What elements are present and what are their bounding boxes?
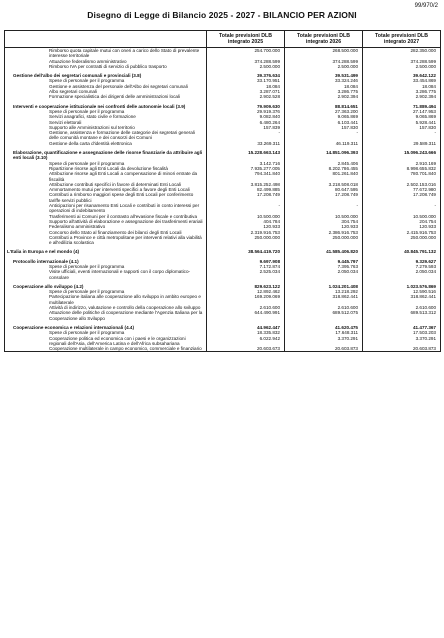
table-row	[5, 48, 441, 59]
row-label: Formazione specialistica dei dirigenti delle amministrazioni locali	[5, 94, 207, 99]
value-2026: 13.218.292	[285, 289, 363, 294]
value-2027: -	[363, 130, 441, 141]
value-2027: 10.500.000	[363, 214, 441, 219]
value-2026: 689.512.075	[285, 310, 363, 321]
table-row	[5, 203, 441, 214]
value-2026: 9.065.869	[285, 114, 363, 119]
value-2026: 41.620.475	[285, 325, 363, 330]
value-2027: 17.208.749	[363, 192, 441, 203]
value-2025: 829.623.122	[207, 284, 285, 289]
row-label: Visite ufficiali, eventi internazionali e rapporti con il corpo diplomatico-consolare	[5, 269, 207, 280]
value-2026: 17.648.311	[285, 330, 363, 335]
value-2027: 8.998.655.832	[363, 166, 441, 171]
value-2026: 2.050.034	[285, 269, 363, 280]
value-2027: 40.845.791.132	[363, 249, 441, 254]
value-2026: 33.324.246	[285, 78, 363, 83]
value-2025: 794.341.840	[207, 171, 285, 182]
value-2026: 17.208.749	[285, 192, 363, 203]
row-label: Spese di personale per il programma	[5, 330, 207, 335]
row-label: Spese di personale per il programma	[5, 264, 207, 269]
row-label: Elaborazione, quantificazione e assegnazione delle risorse finanziarie da attribuire agli enti locali (3.10)	[5, 150, 207, 161]
value-2026: 2.610.600	[285, 305, 363, 310]
value-2026: 7.395.763	[285, 264, 363, 269]
page-number: 99/970/2	[414, 3, 438, 9]
row-label: Rimborso quota capitale mutui con oneri a carico dello Stato di prevalente interesse territoriale	[5, 48, 207, 59]
row-label: Gestione dell'albo dei segretari comunali e provinciali (3.8)	[5, 73, 207, 78]
row-label: Spese di personale per il programma	[5, 161, 207, 166]
row-label: Attività di indirizzo, valutazione e controllo della cooperazione allo sviluppo	[5, 305, 207, 310]
value-2027: 689.513.312	[363, 310, 441, 321]
value-2025: 12.892.462	[207, 289, 285, 294]
value-2027: 2.910.169	[363, 161, 441, 166]
value-2027: 318.862.441	[363, 294, 441, 305]
value-2025: 17.208.749	[207, 192, 285, 203]
value-2027: 780.701.840	[363, 171, 441, 182]
value-2027: 1.023.576.869	[363, 284, 441, 289]
row-label: Contributi a rimborso maggiori spese degli Enti Locali per conferimento tariffe servizi pubblici	[5, 192, 207, 203]
budget-table	[4, 30, 441, 352]
value-2026: 250.000.000	[285, 235, 363, 246]
value-2027: 250.000.000	[363, 235, 441, 246]
table-row	[5, 235, 441, 246]
row-label: Trasferimenti ai Comuni per il contrasto all'evasione fiscale e contributiva	[5, 214, 207, 219]
value-2025: -	[207, 203, 285, 214]
value-2025: 250.000.000	[207, 235, 285, 246]
row-label: Spese di personale per il programma	[5, 109, 207, 114]
value-2026: 2.845.406	[285, 161, 363, 166]
value-2026: 80.647.595	[285, 187, 363, 192]
value-2025: 2.525.034	[207, 269, 285, 280]
value-2025: 7.935.277.005	[207, 166, 285, 171]
value-2027: 2.500.000	[363, 64, 441, 69]
value-2027: 7.279.593	[363, 264, 441, 269]
row-label: L'Italia in Europa e nel mondo (4)	[5, 249, 207, 254]
value-2025: -	[207, 130, 285, 141]
value-2026: 46.119.311	[285, 141, 363, 146]
value-2027: 5.928.441	[363, 120, 441, 125]
value-2026: 157.830	[285, 125, 363, 130]
row-label: Servizi elettorali	[5, 120, 207, 125]
value-2027: 9.065.869	[363, 114, 441, 119]
row-label: Interventi e cooperazione istituzionale nei confronti delle autonomie locali (3.9)	[5, 104, 207, 109]
value-2025: 20.603.673	[207, 346, 285, 352]
row-label: Ripartizione risorse agli Enti Locali da devoluzione fiscalità	[5, 166, 207, 171]
value-2027: 77.672.980	[363, 187, 441, 192]
value-2025: 404.784	[207, 219, 285, 224]
table-row	[5, 150, 441, 161]
value-2025: 9.697.908	[207, 259, 285, 264]
table-row	[5, 336, 441, 347]
header-label	[5, 31, 207, 48]
page-title: Disegno di Legge di Bilancio 2025 - 2027 - BILANCIO PER AZIONI	[87, 10, 357, 20]
value-2026: 801.261.840	[285, 171, 363, 182]
value-2027: 18.084	[363, 84, 441, 89]
value-2025: 82.499.885	[207, 187, 285, 192]
row-label: Cooperazione economica e relazioni internazionali (4.4)	[5, 325, 207, 330]
value-2025: 2.500.000	[207, 64, 285, 69]
value-2027: 3.286.775	[363, 89, 441, 94]
value-2025: 2.319.916.753	[207, 230, 285, 235]
value-2027: 374.288.599	[363, 59, 441, 64]
value-2026: 2.500.000	[285, 64, 363, 69]
value-2025: 38.564.419.720	[207, 249, 285, 254]
value-2025: 44.962.447	[207, 325, 285, 330]
value-2027: 20.603.873	[363, 346, 441, 352]
row-label: Rimborso IVA per contratti di servizio di pubblico trasporto	[5, 64, 207, 69]
value-2026: 41.585.406.820	[285, 249, 363, 254]
value-2026: 268.500.000	[285, 48, 363, 59]
table-row	[5, 310, 441, 321]
value-2025: 9.082.840	[207, 114, 285, 119]
row-label: Spese di personale per il programma	[5, 78, 207, 83]
value-2027: 17.503.203	[363, 330, 441, 335]
row-label: Gestione della carta d'identità elettronica	[5, 141, 207, 146]
row-label: Attribuzione risorse agli Enti Locali a compensazione di minori entrate da fiscalità	[5, 171, 207, 182]
value-2025: 120.933	[207, 224, 285, 229]
value-2027: 2.902.394	[363, 94, 441, 99]
value-2026: 20.603.873	[285, 346, 363, 352]
value-2026: 120.933	[285, 224, 363, 229]
value-2025: 644.490.991	[207, 310, 285, 321]
value-2025: 7.172.874	[207, 264, 285, 269]
row-label: Gestione e assistenza del personale dell'Albo dei segretari comunali	[5, 84, 207, 89]
value-2027: 29.589.311	[363, 141, 441, 146]
value-2027: 2.502.153.016	[363, 182, 441, 187]
value-2026: 6.103.441	[285, 120, 363, 125]
value-2027: 204.754	[363, 219, 441, 224]
value-2027: 9.329.627	[363, 259, 441, 264]
value-2027: 12.590.516	[363, 289, 441, 294]
row-label: Federalismo amministrativo	[5, 224, 207, 229]
row-label: Attuazione delle politiche di cooperazione mediante l'Agenzia Italiana per la Cooperazione allo Sviluppo	[5, 310, 207, 321]
value-2026: 3.370.291	[285, 336, 363, 347]
row-label: Ammortamento mutui per interventi specifici a favore degli Enti Locali	[5, 187, 207, 192]
value-2026: 27.363.200	[285, 109, 363, 114]
value-2025: 3.287.071	[207, 89, 285, 94]
header-2027: Totale previsioni DLB integrato 2027	[363, 31, 441, 48]
value-2025: 169.209.069	[207, 294, 285, 305]
row-label: Supporto alle Amministrazioni sul territorio	[5, 125, 207, 130]
value-2025: 6.022.942	[207, 336, 285, 347]
table-row	[5, 269, 441, 280]
value-2025: 3.142.716	[207, 161, 285, 166]
row-label: Anticipazioni per risanamento Enti Locali e contributi in conto interessi per operazioni di indebitamento	[5, 203, 207, 214]
value-2026: 1.024.201.408	[285, 284, 363, 289]
value-2025: 33.269.311	[207, 141, 285, 146]
value-2026: 88.814.651	[285, 104, 363, 109]
row-label: Albo segretari comunali	[5, 89, 207, 94]
header-2025: Totale previsioni DLB integrato 2025	[207, 31, 285, 48]
value-2026: 374.288.599	[285, 59, 363, 64]
value-2027: 39.642.122	[363, 73, 441, 78]
table-row	[5, 346, 441, 352]
value-2027: 33.454.869	[363, 78, 441, 83]
value-2026: 18.084	[285, 84, 363, 89]
value-2026: -	[285, 130, 363, 141]
value-2025: 79.909.630	[207, 104, 285, 109]
value-2025: 254.700.000	[207, 48, 285, 59]
value-2027: 41.477.367	[363, 325, 441, 330]
value-2026: 304.754	[285, 219, 363, 224]
value-2026: 10.500.000	[285, 214, 363, 219]
row-label: Spese di personale per il programma	[5, 289, 207, 294]
value-2025: 18.084	[207, 84, 285, 89]
value-2027: 2.415.916.753	[363, 230, 441, 235]
value-2025: 39.376.634	[207, 73, 285, 78]
table-row	[5, 130, 441, 141]
row-label: Cooperazione allo sviluppo (4.2)	[5, 284, 207, 289]
table-header-row	[5, 31, 441, 48]
table-row	[5, 192, 441, 203]
value-2025: 3.815.252.498	[207, 182, 285, 187]
table-body	[5, 48, 441, 352]
table-row	[5, 294, 441, 305]
value-2026: 2.386.916.753	[285, 230, 363, 235]
value-2026: 3.218.508.018	[285, 182, 363, 187]
value-2025: 15.228.663.143	[207, 150, 285, 161]
row-label: Partecipazione italiana alle cooperazione allo sviluppo in ambito europeo e multilaterale	[5, 294, 207, 305]
value-2026: 39.531.499	[285, 73, 363, 78]
value-2026: 9.445.797	[285, 259, 363, 264]
value-2027: 15.096.243.666	[363, 150, 441, 161]
value-2025: 33.170.951	[207, 78, 285, 83]
row-label: Cooperazione politica ed economica con i paesi e le organizzazioni regionali dell'Asia, dell'America Latina e dell'Africa subsahariana	[5, 336, 207, 347]
row-label: Gestione, assistenza e formazione delle categorie dei segretari generali delle comunità montane e dei consorzi dei Comuni	[5, 130, 207, 141]
row-label: Contributi a Province e città metropolitane per interventi relativi alla viabilità e all'edilizia scolastica	[5, 235, 207, 246]
value-2027: -	[363, 203, 441, 214]
value-2027: 3.370.291	[363, 336, 441, 347]
value-2025: 374.288.599	[207, 59, 285, 64]
value-2025: 157.839	[207, 125, 285, 130]
value-2027: 120.933	[363, 224, 441, 229]
value-2027: 2.610.600	[363, 305, 441, 310]
value-2025: 10.500.000	[207, 214, 285, 219]
value-2026: -	[285, 203, 363, 214]
row-label: Attribuzione contributi specifici in favore di determinati Enti Locali	[5, 182, 207, 187]
value-2026: 318.862.441	[285, 294, 363, 305]
table-row	[5, 171, 441, 182]
value-2026: 3.286.775	[285, 89, 363, 94]
row-label: Attuazione federalismo amministrativo	[5, 59, 207, 64]
value-2027: 157.830	[363, 125, 441, 130]
row-label: Concorso dello Stato al finanziamento dei bilanci degli Enti Locali	[5, 230, 207, 235]
value-2025: 18.335.832	[207, 330, 285, 335]
value-2027: 71.889.494	[363, 104, 441, 109]
row-label: Supporto all'attività di elaborazione e assegnazione dei trasferimenti erariali	[5, 219, 207, 224]
value-2025: 6.480.264	[207, 120, 285, 125]
value-2025: 2.610.600	[207, 305, 285, 310]
row-label: Servizi anagrafici, stato civile e formazione	[5, 114, 207, 119]
value-2025: 29.919.376	[207, 109, 285, 114]
value-2026: 14.851.096.393	[285, 150, 363, 161]
row-label: Protocollo internazionale (4.1)	[5, 259, 207, 264]
value-2025: 2.902.528	[207, 94, 285, 99]
value-2027: 2.050.034	[363, 269, 441, 280]
value-2027: 282.350.000	[363, 48, 441, 59]
value-2027: 27.147.953	[363, 109, 441, 114]
value-2026: 8.202.786.455	[285, 166, 363, 171]
header-2026: Totale previsioni DLB integrato 2026	[285, 31, 363, 48]
value-2026: 2.902.394	[285, 94, 363, 99]
row-label: Cooperazione multilaterale in campo economico, commerciale e finanziario	[5, 346, 207, 352]
